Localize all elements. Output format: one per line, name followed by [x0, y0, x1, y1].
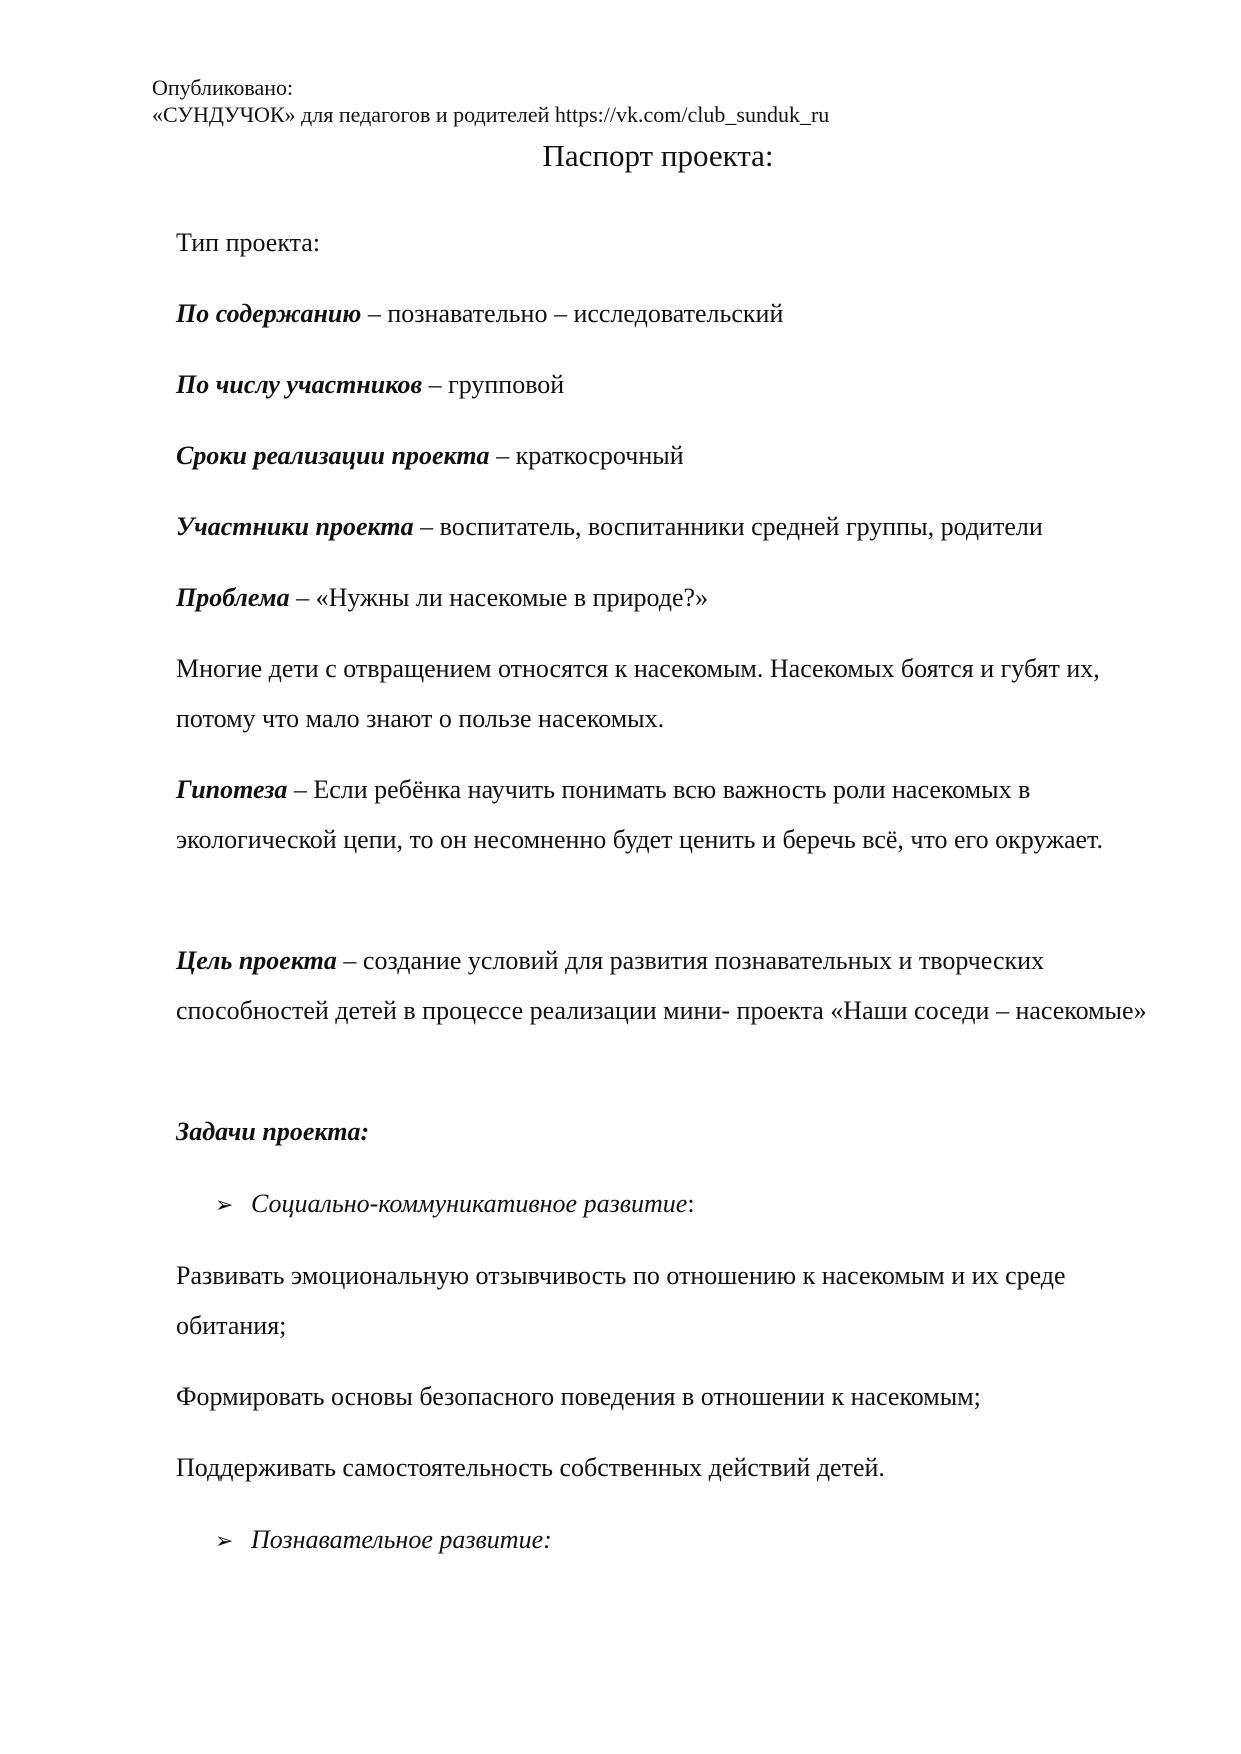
- cognitive-development-label: Познавательное развитие:: [251, 1525, 552, 1554]
- social-task-1: Развивать эмоциональную отзывчивость по отношению к насекомым и их среде обитания;: [176, 1261, 1066, 1340]
- social-development-colon: :: [687, 1189, 695, 1218]
- goal-item: [176, 936, 1161, 1036]
- tasks-heading: [176, 1107, 1161, 1157]
- project-type-label: Тип проекта:: [176, 228, 321, 257]
- bullet-cognitive: [215, 1515, 552, 1566]
- participants-count-item: [176, 360, 1161, 410]
- content-label: По содержанию: [176, 299, 362, 328]
- participants-count-label: По числу участников: [176, 370, 423, 399]
- participants-count-value: – групповой: [422, 370, 565, 399]
- hypothesis-label: Гипотеза: [176, 775, 288, 804]
- bullet-social: [215, 1179, 695, 1230]
- participants-value: – воспитатель, воспитанники средней группы, родители: [413, 512, 1043, 541]
- tasks-label: Задачи проекта:: [176, 1117, 370, 1146]
- published-line-1: Опубликовано:: [152, 75, 294, 100]
- terms-value: – краткосрочный: [489, 441, 684, 470]
- problem-text: Многие дети с отвращением относятся к насекомым. Насекомых боятся и губят их, потому что мало знают о пользе насекомых.: [176, 654, 1100, 733]
- published-line-2: «СУНДУЧОК» для педагогов и родителей https://vk.com/club_sunduk_ru: [152, 102, 830, 127]
- participants-label: Участники проекта: [176, 512, 414, 541]
- published-note: [152, 74, 829, 128]
- arrow-bullet-icon: ➢: [215, 1192, 234, 1217]
- goal-label: Цель проекта: [176, 946, 337, 975]
- page-title: Паспорт проекта:: [542, 138, 774, 173]
- terms-item: [176, 431, 1161, 481]
- terms-label: Сроки реализации проекта: [176, 441, 490, 470]
- social-task-3: Поддерживать самостоятельность собственных действий детей.: [176, 1453, 885, 1482]
- hypothesis-item: [176, 765, 1161, 865]
- problem-value: – «Нужны ли насекомые в природе?»: [289, 583, 709, 612]
- problem-label: Проблема: [176, 583, 290, 612]
- hypothesis-value: – Если ребёнка научить понимать всю важность роли насекомых в экологической цепи, то он несомненно будет ценить и беречь всё, что его окружает.: [176, 775, 1103, 854]
- problem-item: [176, 573, 1161, 623]
- content-value: – познавательно – исследовательский: [361, 299, 784, 328]
- project-type: [176, 218, 1161, 268]
- goal-value: – создание условий для развития познавательных и творческих способностей детей в процессе реализации мини- проекта «Наши соседи – насекомые»: [176, 946, 1147, 1025]
- content-item: [176, 289, 1161, 339]
- participants-item: [176, 502, 1161, 552]
- arrow-bullet-icon: ➢: [215, 1528, 234, 1553]
- social-development-label: Социально-коммуникативное развитие: [251, 1189, 688, 1218]
- social-task-2: Формировать основы безопасного поведения в отношении к насекомым;: [176, 1382, 981, 1411]
